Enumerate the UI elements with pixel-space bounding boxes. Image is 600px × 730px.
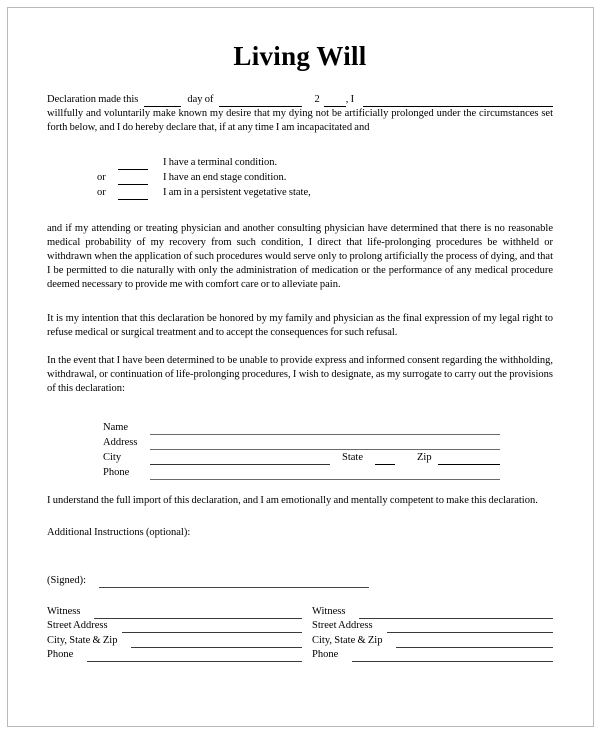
city-state-zip-label: City, State & Zip [312,634,383,646]
declaration-paragraph: willfully and voluntarily make known my desire that my dying not be artificially prolonged under the circumstances set forth below, and I do hereby declare that, if at any time I am incapacitated and [47,108,553,133]
condition-list [47,155,553,200]
witness-name-row [47,604,302,619]
condition-row-end-stage [97,170,553,185]
declaration-date-line [47,93,553,107]
witness-label: Witness [312,605,346,617]
month-blank-line [219,94,302,107]
year-blank-line [324,94,346,107]
street-address-label: Street Address [47,620,108,631]
witness-city-row [47,633,302,648]
surrogate-paragraph: In the event that I have been determined to be unable to provide express and informed consent regarding the withholding, withdrawal, or continuation of life-prolonging procedures, I wish to designate, as my surrogate to carry out the provisions of this declaration: [47,355,553,394]
witness-label: Witness [47,605,81,617]
condition-blank-line [118,157,148,170]
city-label: City [103,452,122,463]
name-label: Name [103,422,129,433]
witness-section [47,604,553,662]
competency-paragraph: I understand the full import of this declaration, and I am emotionally and mentally competent to make this declaration. [47,495,538,506]
day-blank-line [144,94,181,107]
surrogate-phone-row [103,465,500,480]
condition-blank-line [118,172,148,185]
signature-row [47,573,553,588]
intention-paragraph: It is my intention that this declaration be honored by my family and physician as the final expression of my legal right to refuse medical or surgical treatment and to accept the consequences for such refusal. [47,313,553,338]
street-address-blank-line [387,621,553,633]
additional-instructions-label: Additional Instructions (optional): [47,527,191,538]
signature-blank-line [99,575,369,588]
witness-street-row [47,619,302,634]
condition-text: I am in a persistent vegetative state, [163,187,311,198]
declarant-prefix-text: , I [345,94,355,105]
declaration-made-text: Declaration made this [47,94,139,105]
city-blank-line [150,452,330,465]
city-state-zip-blank-line [131,636,302,648]
witness-name-row [312,604,553,619]
zip-label: Zip [417,452,432,463]
day-of-text: day of [187,94,214,105]
condition-prefix: or [97,187,106,198]
surrogate-name-row [103,420,500,435]
witness-blank-line [359,607,553,619]
living-will-document [47,0,553,662]
witness-street-row [312,619,553,634]
surrogate-address-row [103,435,500,450]
phone-blank-line [352,650,553,662]
witness-phone-row [47,648,302,663]
condition-prefix: or [97,172,106,183]
condition-row-terminal [97,155,553,170]
state-blank-line [375,452,395,465]
witness-phone-row [312,648,553,663]
street-address-label: Street Address [312,620,373,631]
phone-blank-line [150,467,500,480]
state-label: State [342,452,363,463]
year-prefix-text: 2 [314,94,320,105]
phone-label: Phone [103,467,130,478]
zip-blank-line [438,452,500,465]
condition-text: I have a terminal condition. [163,157,278,168]
physician-paragraph: and if my attending or treating physician and another consulting physician have determined that there is no reasonable medical probability of my recovery from such condition, I direct that life-prolonging procedures be withheld or withdrawn when the application of such procedures would serve only to prolong artificially the process of dying, and that I be permitted to die naturally with only the administration of medication or the performance of any medical procedure deemed necessary to provide me with comfort care or to alleviate pain. [47,223,553,290]
city-state-zip-label: City, State & Zip [47,634,118,646]
city-state-zip-blank-line [396,636,553,648]
witness-column-right [312,604,553,662]
surrogate-fields-block [103,420,500,480]
witness-blank-line [94,607,302,619]
witness-column-left [47,604,302,662]
phone-blank-line [87,650,302,662]
condition-text: I have an end stage condition. [163,172,287,183]
condition-blank-line [118,187,148,200]
surrogate-city-row [103,450,500,465]
page-title: Living Will [233,41,367,71]
condition-row-vegetative [97,185,553,200]
phone-label: Phone [47,649,74,660]
witness-city-row [312,633,553,648]
name-blank-line [150,422,500,435]
address-blank-line [150,437,500,450]
address-label: Address [103,437,138,448]
street-address-blank-line [122,621,302,633]
declarant-name-blank-line [363,94,553,107]
signed-label: (Signed): [47,575,87,586]
phone-label: Phone [312,649,339,660]
